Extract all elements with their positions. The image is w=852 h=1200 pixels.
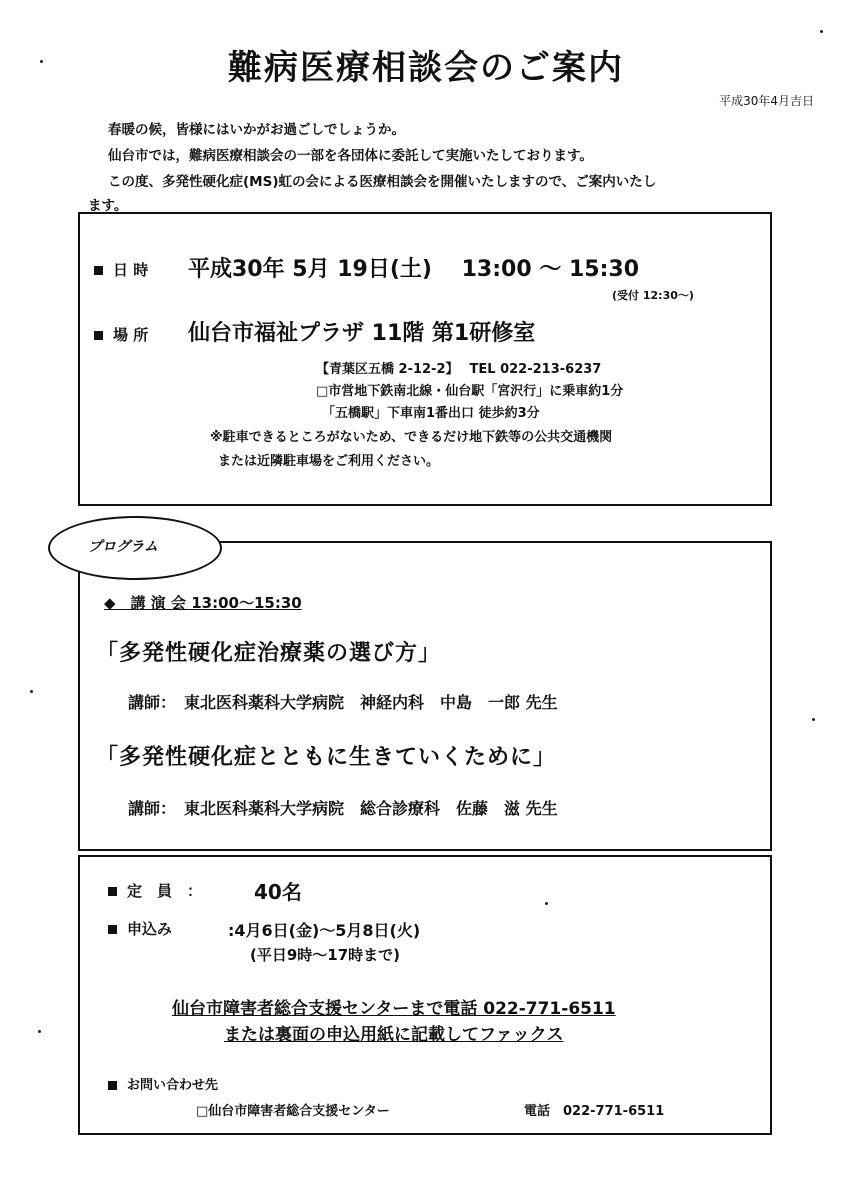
scan-speck: [40, 60, 43, 63]
place-value: 仙台市福祉プラザ 11階 第1研修室: [188, 321, 536, 346]
inquiry-label: お問い合わせ先: [108, 1074, 218, 1093]
lecture-1-speaker: 講師： 東北医科薬科大学病院 神経内科 中島 一郎 先生: [128, 693, 558, 712]
issue-date: 平成30年4月吉日: [719, 94, 814, 108]
page-title: 難病医療相談会のご案内: [228, 48, 624, 88]
period-label: 申込み: [108, 918, 172, 939]
intro-line-1: 春暖の候，皆様にはいかがお過ごしでしょうか。: [108, 122, 405, 138]
capacity-label: 定 員 ：: [108, 880, 202, 901]
parking-note-2: または近隣駐車場をご利用ください。: [218, 454, 440, 469]
period-value: :4月6日(金)〜5月8日(火): [228, 921, 421, 940]
contact-fax: または裏面の申込用紙に記載してファックス: [224, 1025, 564, 1045]
lecture-header: ◆ 講 演 会 13:00〜15:30: [104, 594, 302, 612]
program-tag: [48, 516, 222, 580]
contact-phone: 仙台市障害者総合支援センターまで電話 022-771-6511: [172, 999, 616, 1019]
datetime-value: 平成30年 5月 19日(土) 13:00 〜 15:30: [188, 257, 640, 282]
access-line-1: □市営地下鉄南北線・仙台駅「宮沢行」に乗車約1分: [316, 384, 624, 399]
capacity-value: 40名: [254, 880, 302, 904]
scan-speck: [812, 718, 815, 721]
program-tag-label: プログラム: [88, 539, 158, 555]
scan-speck: [30, 690, 33, 693]
intro-line-4: ます。: [88, 198, 128, 214]
bullet-square-icon: [108, 925, 117, 934]
address-line: 【青葉区五橋 2-12-2】 TEL 022-213-6237: [316, 362, 602, 377]
bullet-square-icon: [94, 331, 103, 340]
lecture-2-title: 「多発性硬化症とともに生きていくために」: [96, 745, 557, 770]
box-bullet-icon: □: [316, 384, 329, 399]
datetime-label: 日 時: [94, 259, 148, 280]
scan-speck: [545, 902, 548, 905]
reception-time: (受付 12:30〜): [612, 289, 694, 302]
bullet-square-icon: [108, 1081, 117, 1090]
scan-speck: [820, 30, 823, 33]
bullet-square-icon: [108, 887, 117, 896]
scan-speck: [38, 1030, 41, 1033]
intro-line-3: この度、多発性硬化症(MS)虹の会による医療相談会を開催いたしますので、ご案内いたし: [108, 174, 657, 190]
period-note: (平日9時〜17時まで): [250, 946, 401, 964]
place-label: 場 所: [94, 324, 148, 345]
bullet-square-icon: [94, 266, 103, 275]
lecture-2-speaker: 講師： 東北医科薬科大学病院 総合診療科 佐藤 滋 先生: [128, 799, 558, 818]
access-line-2: 「五橋駅」下車南1番出口 徒歩約3分: [322, 406, 540, 421]
box-bullet-icon: □: [196, 1104, 209, 1119]
inquiry-org: □仙台市障害者総合支援センター: [196, 1104, 390, 1119]
parking-note-1: ※駐車できるところがないため、できるだけ地下鉄等の公共交通機関: [210, 430, 613, 445]
inquiry-tel: 電話 022-771-6511: [524, 1104, 665, 1119]
intro-line-2: 仙台市では，難病医療相談会の一部を各団体に委託して実施いたしております。: [108, 148, 593, 164]
lecture-1-title: 「多発性硬化症治療薬の選び方」: [96, 641, 442, 666]
